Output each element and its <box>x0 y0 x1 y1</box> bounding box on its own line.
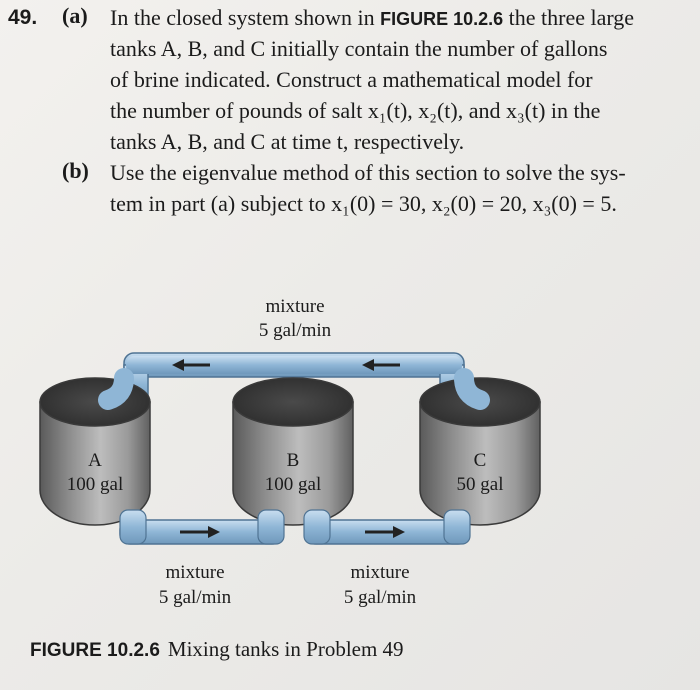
problem-number: 49. <box>8 6 38 29</box>
caption-text: Mixing tanks in Problem 49 <box>167 637 404 661</box>
part-a-label: (a) <box>62 3 88 28</box>
tank-c-volume: 50 gal <box>456 474 504 495</box>
tank-a-volume: 100 gal <box>66 474 124 495</box>
tank-c-name: C <box>473 450 487 471</box>
top-flow-label-line-2: 5 gal/min <box>258 320 332 341</box>
top-flow-label-line-1: mixture <box>265 296 325 317</box>
tank-b-name: B <box>286 450 300 471</box>
part-a-line-3: of brine indicated. Construct a mathematical model for <box>110 67 593 92</box>
figure-reference: FIGURE 10.2.6 <box>380 9 504 29</box>
bottom-left-flow-label-line-1: mixture <box>165 562 225 583</box>
part-a-line-1-post: the three large <box>503 5 635 30</box>
part-a-line-4: the number of pounds of salt x₁(t), x₂(t), and x₃(t) in the <box>110 98 601 123</box>
part-a-line-1-pre: In the closed system shown in <box>110 5 381 30</box>
part-b-label: (b) <box>62 158 89 183</box>
bottom-left-flow-label-line-2: 5 gal/min <box>158 587 232 608</box>
tank-a-name: A <box>88 450 102 471</box>
caption-figure-label: FIGURE 10.2.6 <box>30 640 160 661</box>
part-b-line-1: Use the eigenvalue method of this section to solve the sys- <box>110 160 626 185</box>
part-b-line-2: tem in part (a) subject to x₁(0) = 30, x₂(0) = 20, x₃(0) = 5. <box>110 191 617 216</box>
figure-caption <box>30 637 404 662</box>
part-a-line-2: tanks A, B, and C initially contain the number of gallons <box>110 36 608 61</box>
part-a-line-5: tanks A, B, and C at time t, respectively. <box>110 129 465 154</box>
tank-b-volume: 100 gal <box>264 474 322 495</box>
bottom-right-flow-label-line-1: mixture <box>350 562 410 583</box>
bottom-right-flow-label-line-2: 5 gal/min <box>343 587 417 608</box>
